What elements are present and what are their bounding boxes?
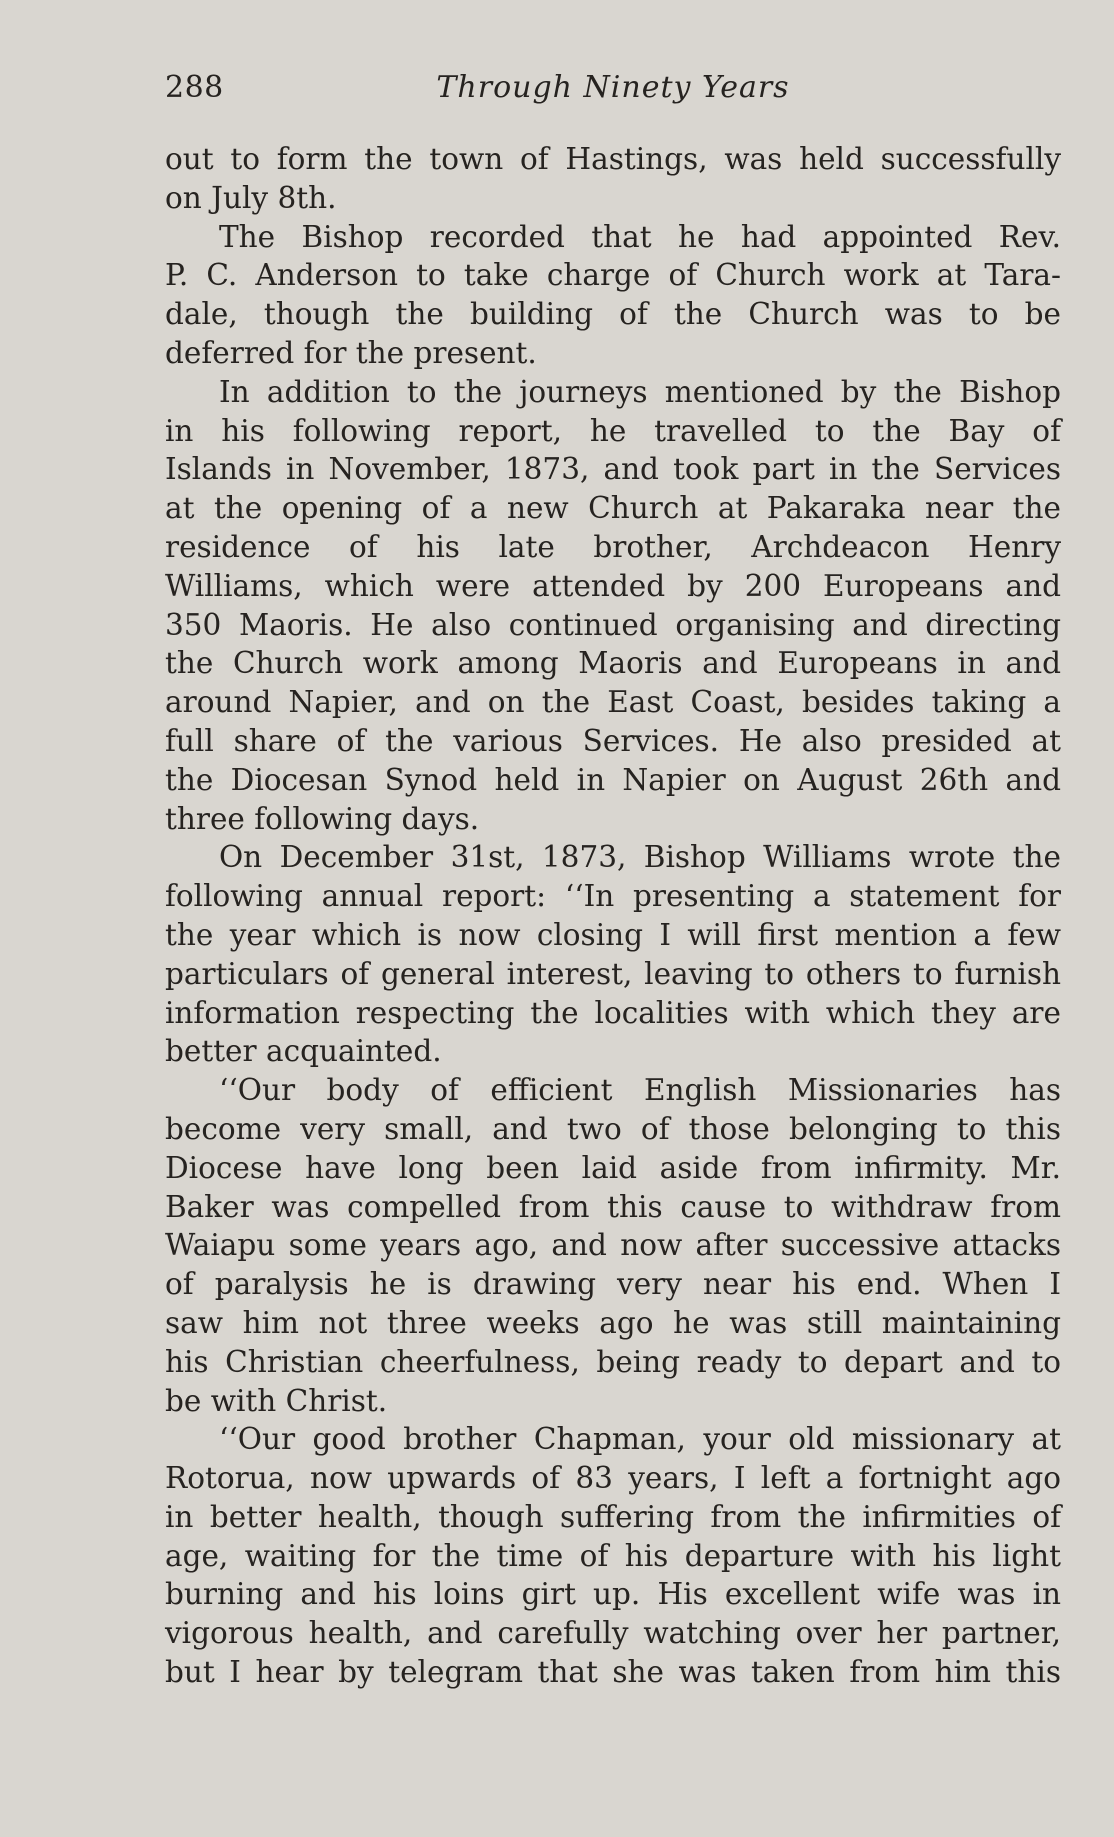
text-line: burning and his loins girt up. His excellent wife was in	[165, 1577, 1061, 1612]
text-line: Islands in November, 1873, and took part in the Services	[165, 452, 1061, 487]
text-line: information respecting the localities with which they are	[165, 995, 1061, 1030]
text-line: his Christian cheerfulness, being ready to depart and to	[165, 1344, 1061, 1379]
text-line: Baker was compelled from this cause to withdraw from	[165, 1189, 1061, 1224]
text-line: particulars of general interest, leaving to others to furnish	[165, 956, 1061, 991]
text-line: on July 8th.	[165, 180, 337, 215]
text-line: the Church work among Maoris and Europeans in and	[165, 646, 1061, 681]
text-line: ‘‘Our body of efficient English Missionaries has	[219, 1073, 1061, 1108]
text-line: the Diocesan Synod held in Napier on August 26th and	[165, 762, 1061, 797]
text-line: in his following report, he travelled to the Bay of	[165, 413, 1061, 448]
text-line: Williams, which were attended by 200 Europeans and	[165, 568, 1061, 603]
text-line: but I hear by telegram that she was taken from him this	[165, 1655, 1061, 1690]
running-head	[165, 70, 1061, 116]
text-line: at the opening of a new Church at Pakaraka near the	[165, 491, 1061, 526]
text-line: better acquainted.	[165, 1034, 442, 1069]
text-line: the year which is now closing I will first mention a few	[165, 917, 1061, 952]
text-line: residence of his late brother, Archdeacon Henry	[165, 529, 1061, 564]
text-line: three following days.	[165, 801, 480, 836]
text-line: P. C. Anderson to take charge of Church work at Tara-	[165, 258, 1061, 293]
text-line: be with Christ.	[165, 1383, 388, 1418]
page-number: 288	[165, 70, 224, 105]
text-line: full share of the various Services. He also presided at	[165, 723, 1061, 758]
text-line: The Bishop recorded that he had appointed Rev.	[219, 219, 1061, 254]
text-line: age, waiting for the time of his departure with his light	[165, 1538, 1061, 1573]
text-line: around Napier, and on the East Coast, besides taking a	[165, 685, 1061, 720]
text-line: 350 Maoris. He also continued organising and directing	[165, 607, 1061, 642]
text-line: vigorous health, and carefully watching over her partner,	[165, 1616, 1061, 1651]
text-line: ‘‘Our good brother Chapman, your old missionary at	[219, 1422, 1061, 1457]
text-line: saw him not three weeks ago he was still maintaining	[165, 1305, 1061, 1340]
text-line: On December 31st, 1873, Bishop Williams wrote the	[219, 840, 1061, 875]
text-line: Waiapu some years ago, and now after successive attacks	[165, 1228, 1061, 1263]
text-line: Diocese have long been laid aside from infirmity. Mr.	[165, 1150, 1061, 1185]
text-line: out to form the town of Hastings, was held successfully	[165, 142, 1061, 176]
text-line: in better health, though suffering from the infirmities of	[165, 1499, 1061, 1534]
body-text	[165, 140, 1061, 1692]
text-line: deferred for the present.	[165, 335, 537, 370]
text-line: In addition to the journeys mentioned by the Bishop	[219, 374, 1061, 409]
text-line: Rotorua, now upwards of 83 years, I left a fortnight ago	[165, 1461, 1061, 1496]
text-line: of paralysis he is drawing very near his end. When I	[165, 1267, 1061, 1302]
text-line: become very small, and two of those belonging to this	[165, 1111, 1061, 1146]
running-title: Through Ninety Years	[436, 70, 790, 105]
text-line: dale, though the building of the Church was to be	[165, 297, 1061, 332]
text-line: following annual report: ‘‘In presenting a statement for	[165, 879, 1061, 914]
